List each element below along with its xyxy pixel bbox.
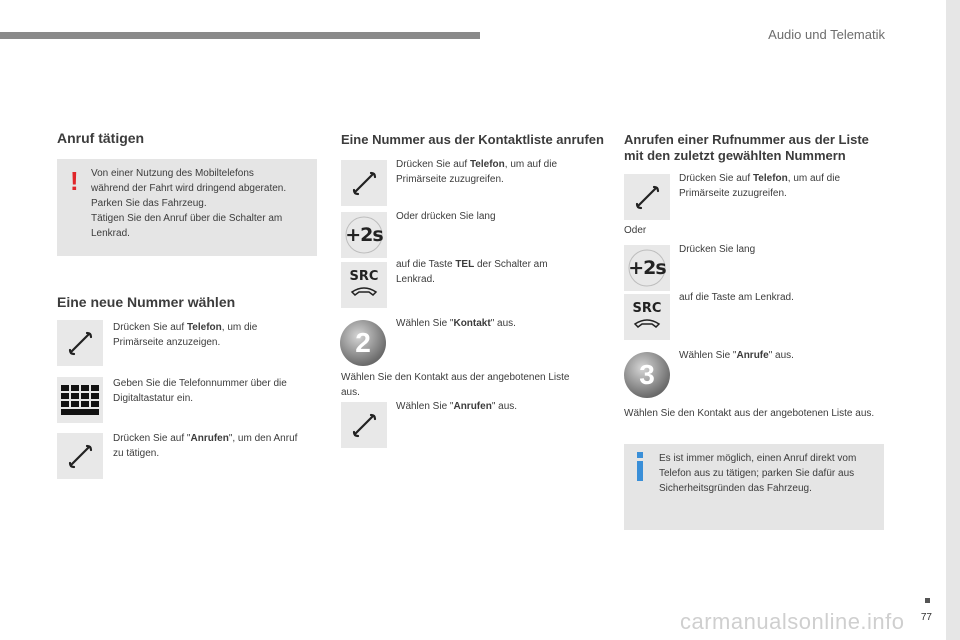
step-kontakt-waehlen: Wählen Sie den Kontakt aus der angebotenen Liste aus. xyxy=(341,372,570,398)
keypad-icon xyxy=(57,377,103,423)
info-icon-bar xyxy=(637,461,643,481)
warning-text: Von einer Nutzung des Mobiltelefons während der Fahrt wird dringend abgeraten. Parken Sie das Fahrzeug. Tätigen Sie den Anruf über die Schalter am Lenkrad. xyxy=(91,168,287,239)
step-kontakt-waehlen-c3: Wählen Sie den Kontakt aus der angebotenen Liste aus. xyxy=(624,408,875,419)
page-number: 77 xyxy=(920,612,932,623)
section-title-letzte-nummern: Anrufen einer Rufnummer aus der Liste mit den zuletzt gewählten Nummern xyxy=(624,132,869,163)
phone-icon xyxy=(341,160,387,206)
info-text: Es ist immer möglich, einen Anruf direkt vom Telefon aus zu tätigen; parken Sie dafür aus Sicherheitsgründen das Fahrzeug. xyxy=(659,453,857,494)
call-icon xyxy=(341,402,387,448)
step-digitaltastatur: Geben Sie die Telefonnummer über die Digitaltastatur ein. xyxy=(113,378,287,404)
call-icon xyxy=(57,433,103,479)
step-anrufen: Drücken Sie auf "Anrufen", um den Anruf zu tätigen. xyxy=(113,433,298,459)
section-title-kontaktliste: Eine Nummer aus der Kontaktliste anrufen xyxy=(341,132,604,147)
page-header: Audio und Telematik xyxy=(768,27,885,42)
oder-label: Oder xyxy=(624,225,647,236)
step-number-badge: 2 xyxy=(340,320,386,366)
watermark: carmanualsonline.info xyxy=(680,609,905,634)
step-taste-tel: auf die Taste TEL der Schalter am Lenkrad. xyxy=(396,259,548,285)
info-icon xyxy=(637,452,643,458)
step-taste-lenkrad: auf die Taste am Lenkrad. xyxy=(679,292,794,303)
section-title-anruf: Anruf tätigen xyxy=(57,130,145,146)
step-anrufen-c2: Wählen Sie "Anrufen" aus. xyxy=(396,401,518,412)
hold-2s-icon: +2s xyxy=(341,212,387,258)
step-lang-c3: Drücken Sie lang xyxy=(679,244,756,255)
warning-icon: ! xyxy=(70,166,79,196)
phone-icon xyxy=(624,174,670,220)
src-button-icon: SRC xyxy=(624,294,670,340)
hold-2s-icon: +2s xyxy=(624,245,670,291)
step-number-badge: 3 xyxy=(624,352,670,398)
step-telefon: Drücken Sie auf Telefon, um die Primärseite anzuzeigen. xyxy=(113,322,258,348)
src-button-icon: SRC xyxy=(341,262,387,308)
edge-strip xyxy=(946,0,960,640)
step-telefon-c3: Drücken Sie auf Telefon, um auf die Primärseite zuzugreifen. xyxy=(679,173,841,199)
step-anrufe: Wählen Sie "Anrufe" aus. xyxy=(679,350,794,361)
phone-icon xyxy=(57,320,103,366)
step-lang: Oder drücken Sie lang xyxy=(396,211,496,222)
subtitle-neue-nummer: Eine neue Nummer wählen xyxy=(57,294,236,310)
top-rule xyxy=(0,32,480,39)
step-telefon-c2: Drücken Sie auf Telefon, um auf die Primärseite zuzugreifen. xyxy=(396,159,558,185)
step-kontakt: Wählen Sie "Kontakt" aus. xyxy=(396,318,516,329)
page-marker xyxy=(925,598,930,603)
